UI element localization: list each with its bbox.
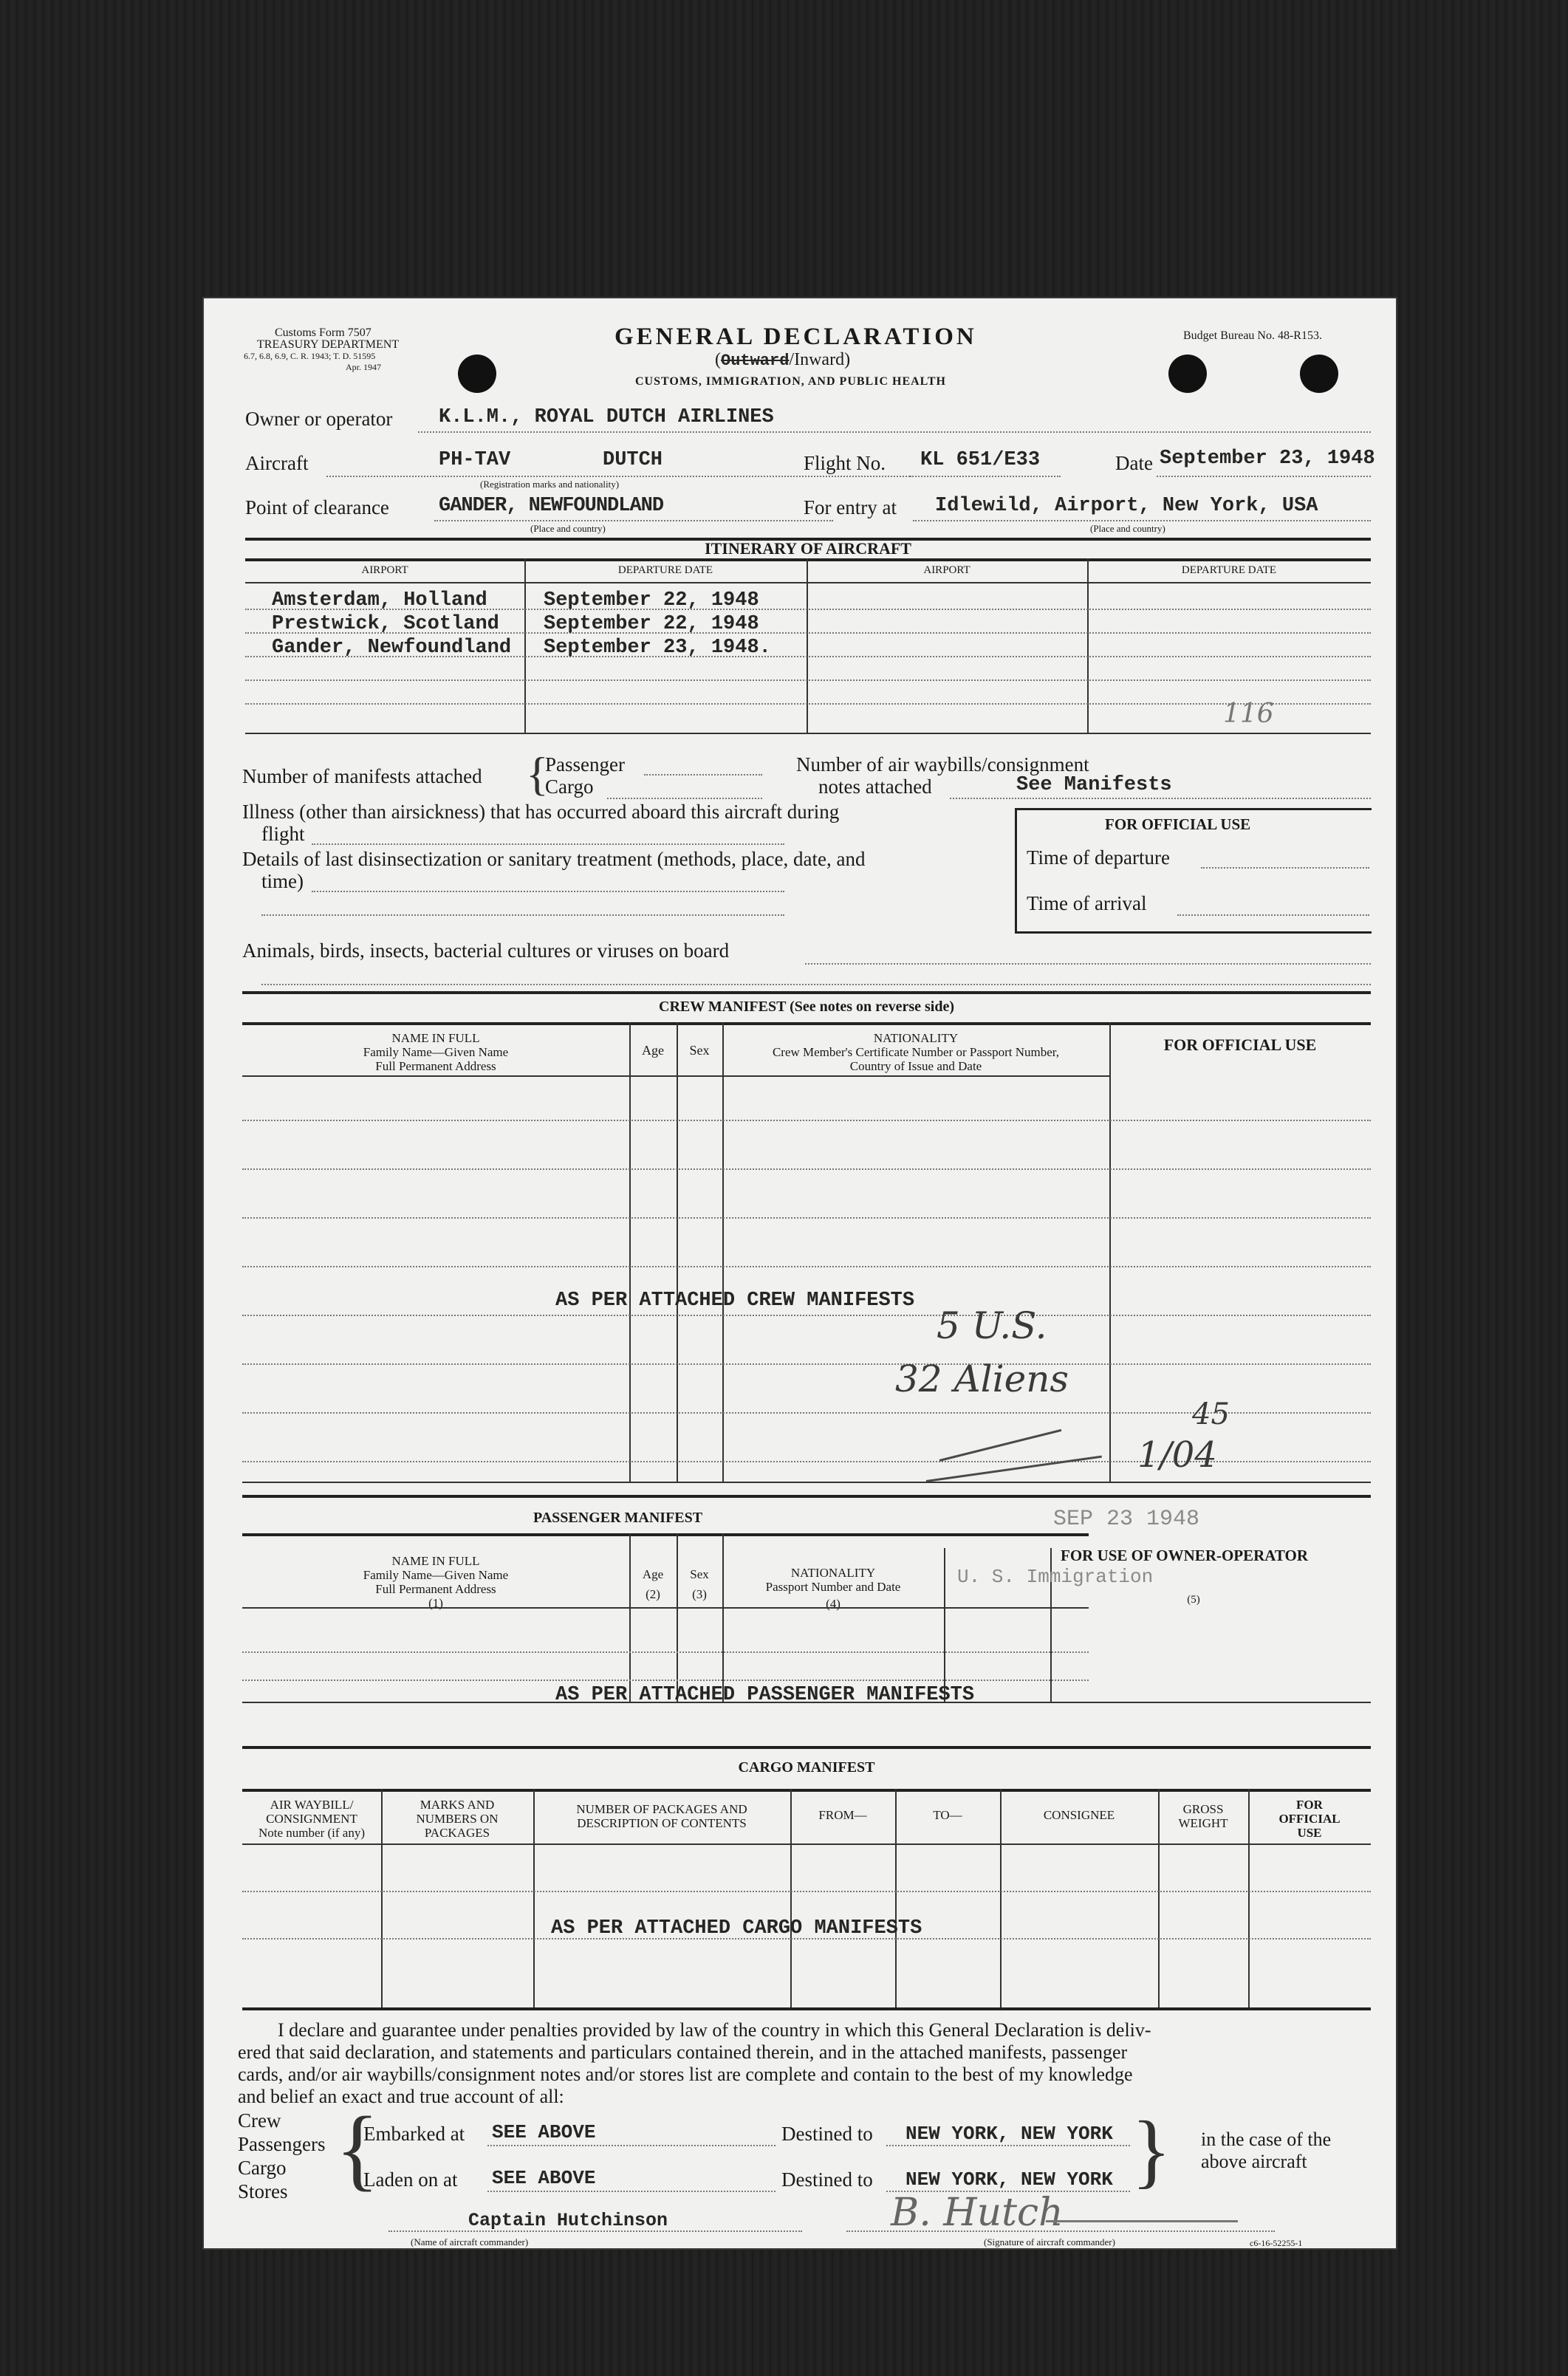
case-of-aircraft: in the case of the bbox=[1201, 2129, 1332, 2150]
animals-line bbox=[261, 984, 1371, 985]
cargo-col-marks-line: NUMBERS ON bbox=[416, 1812, 499, 1826]
aircraft-nationality: DUTCH bbox=[603, 449, 663, 471]
passenger-col-5: (5) bbox=[1187, 1594, 1200, 1606]
owner-line bbox=[418, 431, 1371, 433]
aircraft-line bbox=[326, 476, 910, 477]
cargo-col-gross-line: GROSS bbox=[1182, 1802, 1224, 1816]
cargo-typed-note: AS PER ATTACHED CARGO MANIFESTS bbox=[551, 1917, 922, 1940]
signature-sublabel: (Signature of aircraft commander) bbox=[984, 2236, 1115, 2247]
cargo-col-rule bbox=[242, 1843, 1371, 1845]
crew-col-nat-line: NATIONALITY bbox=[873, 1031, 959, 1045]
clearance-value: GANDER, NEWFOUNDLAND bbox=[439, 495, 664, 517]
passenger-manifest-title: PASSENGER MANIFEST bbox=[533, 1510, 703, 1526]
cargo-col-waybill bbox=[242, 1798, 381, 1840]
cargo-col-waybill-line: CONSIGNMENT bbox=[266, 1812, 357, 1826]
crew-col-official: FOR OFFICIAL USE bbox=[1163, 1035, 1317, 1054]
cargo-col-marks-line: PACKAGES bbox=[424, 1826, 490, 1840]
itinerary-row-airport: Amsterdam, Holland bbox=[272, 589, 487, 612]
declaration-cargo: Cargo bbox=[238, 2157, 287, 2179]
itinerary-header-rule bbox=[245, 558, 1371, 561]
cargo-col-from: FROM— bbox=[818, 1808, 867, 1822]
passenger-col-number: (2) bbox=[646, 1587, 660, 1601]
clearance-label: Point of clearance bbox=[245, 496, 389, 518]
punch-hole bbox=[1300, 355, 1338, 393]
destined-value-2: NEW YORK, NEW YORK bbox=[905, 2168, 1113, 2191]
animals-line bbox=[805, 963, 1371, 965]
crew-row-line bbox=[242, 1363, 1371, 1365]
itinerary-row-airport: Prestwick, Scotland bbox=[272, 613, 499, 635]
passenger-divider bbox=[722, 1533, 724, 1702]
inspector-initials-mark bbox=[926, 1456, 1102, 1482]
crew-handwritten-45: 45 bbox=[1192, 1397, 1230, 1431]
cargo-top-rule bbox=[242, 1746, 1371, 1749]
disinsectization-label-2: time) bbox=[261, 870, 304, 892]
cargo-col-official-line: USE bbox=[1297, 1826, 1322, 1840]
signature-tail bbox=[1046, 2220, 1238, 2222]
crew-col-nat-line: Crew Member's Certificate Number or Passport Number, bbox=[772, 1045, 1060, 1059]
punch-hole bbox=[458, 355, 496, 393]
crew-col-name-line: Full Permanent Address bbox=[375, 1059, 496, 1073]
itinerary-divider bbox=[1087, 558, 1089, 733]
general-declaration-form bbox=[204, 298, 1396, 2248]
cargo-row-line bbox=[242, 1891, 1371, 1892]
cargo-manifest-title: CARGO MANIFEST bbox=[738, 1759, 875, 1776]
destined-line bbox=[886, 2145, 1130, 2146]
entry-value: Idlewild, Airport, New York, USA bbox=[935, 495, 1318, 517]
itinerary-row-line bbox=[245, 703, 1371, 705]
crew-col-name bbox=[242, 1031, 629, 1073]
crew-row-line bbox=[242, 1168, 1371, 1170]
passenger-row-line bbox=[242, 1680, 1089, 1681]
commander-signature: B. Hutch bbox=[891, 2191, 1064, 2235]
crew-row-line bbox=[242, 1266, 1371, 1267]
passenger-typed-note: AS PER ATTACHED PASSENGER MANIFESTS bbox=[555, 1684, 975, 1706]
inspector-initials-mark bbox=[939, 1429, 1062, 1462]
itinerary-divider bbox=[524, 558, 526, 733]
itinerary-row-date: September 22, 1948 bbox=[544, 613, 759, 635]
passenger-divider bbox=[944, 1548, 945, 1702]
disinsectization-label: Details of last disinsectization or sanitary treatment (methods, place, date, and bbox=[242, 848, 866, 870]
cargo-bottom-rule bbox=[242, 2007, 1371, 2010]
declaration-crew: Crew bbox=[238, 2109, 281, 2132]
crew-header-rule bbox=[242, 1022, 1371, 1025]
cargo-col-official-line: FOR bbox=[1296, 1798, 1323, 1812]
itinerary-col-rule bbox=[245, 582, 1371, 583]
declaration-text: ered that said declaration, and statements and particulars contained therein, and in the attached manifests, passenger bbox=[238, 2041, 1128, 2063]
official-use-title: FOR OFFICIAL USE bbox=[1105, 815, 1251, 833]
passenger-col-number: (3) bbox=[692, 1587, 707, 1601]
owner-value: K.L.M., ROYAL DUTCH AIRLINES bbox=[439, 406, 774, 428]
time-arrival-label: Time of arrival bbox=[1027, 892, 1147, 914]
passenger-header-rule bbox=[242, 1533, 1089, 1536]
commander-line bbox=[388, 2231, 802, 2232]
commander-name: Captain Hutchinson bbox=[468, 2210, 668, 2231]
budget-bureau-number: Budget Bureau No. 48-R153. bbox=[1183, 329, 1322, 342]
entry-line bbox=[913, 520, 1371, 521]
itinerary-row-line bbox=[245, 679, 1371, 681]
form-edition: Apr. 1947 bbox=[346, 362, 381, 372]
form-direction: (Outward/Inward) bbox=[715, 350, 851, 370]
manifests-brace: { bbox=[526, 747, 549, 800]
declaration-brace-right: } bbox=[1132, 2105, 1171, 2197]
itinerary-bottom-rule bbox=[245, 733, 1371, 734]
cargo-col-official bbox=[1248, 1798, 1371, 1840]
itinerary-col-airport-2: AIRPORT bbox=[923, 564, 970, 576]
crew-col-name-line: NAME IN FULL bbox=[391, 1031, 480, 1045]
passenger-col-age-line: Age bbox=[642, 1567, 664, 1581]
clearance-line bbox=[434, 520, 833, 521]
crew-top-rule bbox=[242, 991, 1371, 994]
itinerary-col-departure-2: DEPARTURE DATE bbox=[1181, 564, 1277, 576]
date-label: Date bbox=[1115, 452, 1153, 474]
itinerary-col-departure: DEPARTURE DATE bbox=[617, 564, 713, 576]
itinerary-row-airport: Gander, Newfoundland bbox=[272, 637, 512, 659]
cargo-col-gross bbox=[1158, 1802, 1248, 1830]
flight-line bbox=[910, 476, 1061, 477]
cargo-col-to: TO— bbox=[933, 1808, 962, 1822]
form-title: GENERAL DECLARATION bbox=[614, 323, 977, 350]
customs-form-number: Customs Form 7507 bbox=[275, 326, 372, 339]
passenger-col-rule bbox=[242, 1607, 1089, 1609]
regulation-reference: 6.7, 6.8, 6.9, C. R. 1943; T. D. 51595 bbox=[244, 351, 376, 361]
passenger-col-nat-line: NATIONALITY bbox=[790, 1566, 876, 1580]
time-departure-line bbox=[1201, 867, 1369, 869]
time-arrival-line bbox=[1177, 914, 1369, 916]
print-code: c6-16-52255-1 bbox=[1250, 2238, 1303, 2248]
cargo-col-marks bbox=[381, 1798, 533, 1840]
passenger-col-name-line: Family Name—Given Name bbox=[363, 1568, 509, 1582]
clearance-sublabel: (Place and country) bbox=[530, 523, 606, 534]
declaration-text: I declare and guarantee under penalties provided by law of the country in which this General Declaration is deliv- bbox=[278, 2019, 1151, 2041]
passenger-manifest-label: Passenger bbox=[545, 753, 625, 776]
cargo-col-number-line: DESCRIPTION OF CONTENTS bbox=[577, 1816, 747, 1830]
crew-col-sex: Sex bbox=[689, 1043, 710, 1058]
immigration-stamp-date: SEP 23 1948 bbox=[1053, 1507, 1200, 1532]
cargo-col-gross-line: WEIGHT bbox=[1178, 1816, 1228, 1830]
itinerary-divider bbox=[807, 558, 808, 733]
passenger-col-sex bbox=[677, 1567, 722, 1601]
direction-inward: Inward bbox=[794, 350, 845, 369]
crew-col-nationality bbox=[722, 1031, 1109, 1073]
direction-outward-struck: Outward bbox=[721, 352, 790, 370]
passenger-col-nationality bbox=[722, 1566, 944, 1611]
passenger-row-line bbox=[242, 1651, 1089, 1653]
crew-typed-note: AS PER ATTACHED CREW MANIFESTS bbox=[555, 1290, 915, 1312]
passenger-count-line bbox=[644, 774, 762, 776]
flight-value: KL 651/E33 bbox=[920, 449, 1041, 471]
itinerary-title: ITINERARY OF AIRCRAFT bbox=[705, 539, 911, 558]
passenger-col-nat-line: Passport Number and Date bbox=[765, 1580, 901, 1594]
manifests-attached-label: Number of manifests attached bbox=[242, 765, 482, 787]
passenger-col-owner-operator: FOR USE OF OWNER-OPERATOR bbox=[1061, 1547, 1309, 1564]
passenger-col-age bbox=[629, 1567, 677, 1601]
destined-label-2: Destined to bbox=[781, 2168, 873, 2191]
cargo-col-number bbox=[533, 1802, 790, 1830]
declaration-brace-left: { bbox=[335, 2098, 380, 2199]
crew-col-name-line: Family Name—Given Name bbox=[363, 1045, 509, 1059]
handwritten-number: 116 bbox=[1223, 699, 1274, 729]
passenger-col-number: (1) bbox=[428, 1596, 443, 1610]
crew-row-line bbox=[242, 1217, 1371, 1219]
entry-sublabel: (Place and country) bbox=[1090, 523, 1165, 534]
laden-label: Laden on at bbox=[363, 2168, 458, 2191]
cargo-col-consignee: CONSIGNEE bbox=[1043, 1808, 1115, 1822]
aircraft-label: Aircraft bbox=[245, 452, 309, 474]
passenger-col-name-line: Full Permanent Address bbox=[375, 1582, 496, 1596]
embarked-line bbox=[487, 2145, 776, 2146]
date-line bbox=[1157, 476, 1371, 477]
cargo-manifest-label: Cargo bbox=[545, 776, 594, 798]
animals-label: Animals, birds, insects, bacterial cultures or viruses on board bbox=[242, 939, 730, 962]
disinsect-line bbox=[261, 914, 784, 916]
passenger-divider bbox=[677, 1533, 678, 1702]
destined-label: Destined to bbox=[781, 2123, 873, 2145]
waybills-value: See Manifests bbox=[1016, 774, 1172, 796]
crew-manifest-title: CREW MANIFEST (See notes on reverse side) bbox=[659, 999, 954, 1015]
entry-label: For entry at bbox=[804, 496, 897, 518]
passenger-col-number: (4) bbox=[826, 1597, 841, 1611]
waybills-label-2: notes attached bbox=[818, 776, 932, 798]
date-value: September 23, 1948 bbox=[1160, 448, 1375, 470]
crew-col-nat-line: Country of Issue and Date bbox=[849, 1059, 982, 1073]
illness-label-2: flight bbox=[261, 823, 305, 845]
destined-value: NEW YORK, NEW YORK bbox=[905, 2123, 1113, 2145]
waybills-line bbox=[950, 798, 1371, 799]
illness-line bbox=[312, 843, 784, 845]
punch-hole bbox=[1168, 355, 1207, 393]
passenger-col-sex-line: Sex bbox=[690, 1567, 709, 1581]
cargo-col-waybill-line: Note number (if any) bbox=[259, 1826, 365, 1840]
passenger-col-name-line: NAME IN FULL bbox=[391, 1554, 480, 1568]
case-of-aircraft-2: above aircraft bbox=[1201, 2151, 1307, 2172]
owner-label: Owner or operator bbox=[245, 408, 393, 430]
aircraft-sublabel: (Registration marks and nationality) bbox=[480, 479, 620, 490]
time-departure-label: Time of departure bbox=[1027, 846, 1170, 869]
passenger-col-name bbox=[242, 1554, 629, 1610]
laden-line bbox=[487, 2191, 776, 2192]
declaration-stores: Stores bbox=[238, 2180, 288, 2202]
passenger-bottom-rule bbox=[242, 1702, 1371, 1703]
embarked-label: Embarked at bbox=[363, 2123, 465, 2145]
crew-row-line bbox=[242, 1315, 1371, 1316]
crew-bottom-rule bbox=[242, 1482, 1371, 1483]
passenger-divider bbox=[629, 1533, 631, 1702]
form-subtitle: CUSTOMS, IMMIGRATION, AND PUBLIC HEALTH bbox=[635, 375, 946, 388]
commander-sublabel: (Name of aircraft commander) bbox=[411, 2236, 529, 2247]
cargo-col-marks-line: MARKS AND bbox=[420, 1798, 495, 1812]
itinerary-row-date: September 23, 1948. bbox=[544, 637, 771, 659]
aircraft-registration: PH-TAV bbox=[439, 449, 511, 471]
crew-handwritten-aliens: 32 Aliens bbox=[895, 1358, 1069, 1400]
declaration-text: and belief an exact and true account of all: bbox=[238, 2086, 564, 2107]
cargo-col-number-line: NUMBER OF PACKAGES AND bbox=[576, 1802, 747, 1816]
signature-line bbox=[846, 2231, 1275, 2232]
waybills-label: Number of air waybills/consignment bbox=[796, 753, 1089, 776]
passenger-top-rule bbox=[242, 1495, 1371, 1498]
crew-col-age: Age bbox=[642, 1043, 664, 1058]
crew-col-rule bbox=[242, 1075, 1109, 1077]
illness-label: Illness (other than airsickness) that has occurred aboard this aircraft during bbox=[242, 801, 840, 823]
immigration-stamp-text: U. S. Immigration bbox=[957, 1566, 1154, 1588]
cargo-header-rule bbox=[242, 1789, 1371, 1792]
itinerary-row-date: September 22, 1948 bbox=[544, 589, 759, 612]
crew-handwritten-time: 1/04 bbox=[1137, 1434, 1217, 1476]
crew-row-line bbox=[242, 1120, 1371, 1121]
declaration-text: cards, and/or air waybills/consignment notes and/or stores list are complete and contain to the best of my knowledge bbox=[238, 2064, 1133, 2085]
laden-value: SEE ABOVE bbox=[492, 2167, 596, 2189]
treasury-department: TREASURY DEPARTMENT bbox=[257, 338, 400, 351]
declaration-passengers: Passengers bbox=[238, 2133, 326, 2155]
cargo-count-line bbox=[607, 798, 762, 799]
cargo-col-waybill-line: AIR WAYBILL/ bbox=[270, 1798, 354, 1812]
flight-label: Flight No. bbox=[804, 452, 886, 474]
embarked-value: SEE ABOVE bbox=[492, 2121, 596, 2143]
disinsect-line bbox=[312, 891, 784, 892]
itinerary-col-airport: AIRPORT bbox=[361, 564, 408, 576]
crew-handwritten-us: 5 U.S. bbox=[937, 1304, 1047, 1347]
cargo-col-official-line: OFFICIAL bbox=[1278, 1812, 1341, 1826]
